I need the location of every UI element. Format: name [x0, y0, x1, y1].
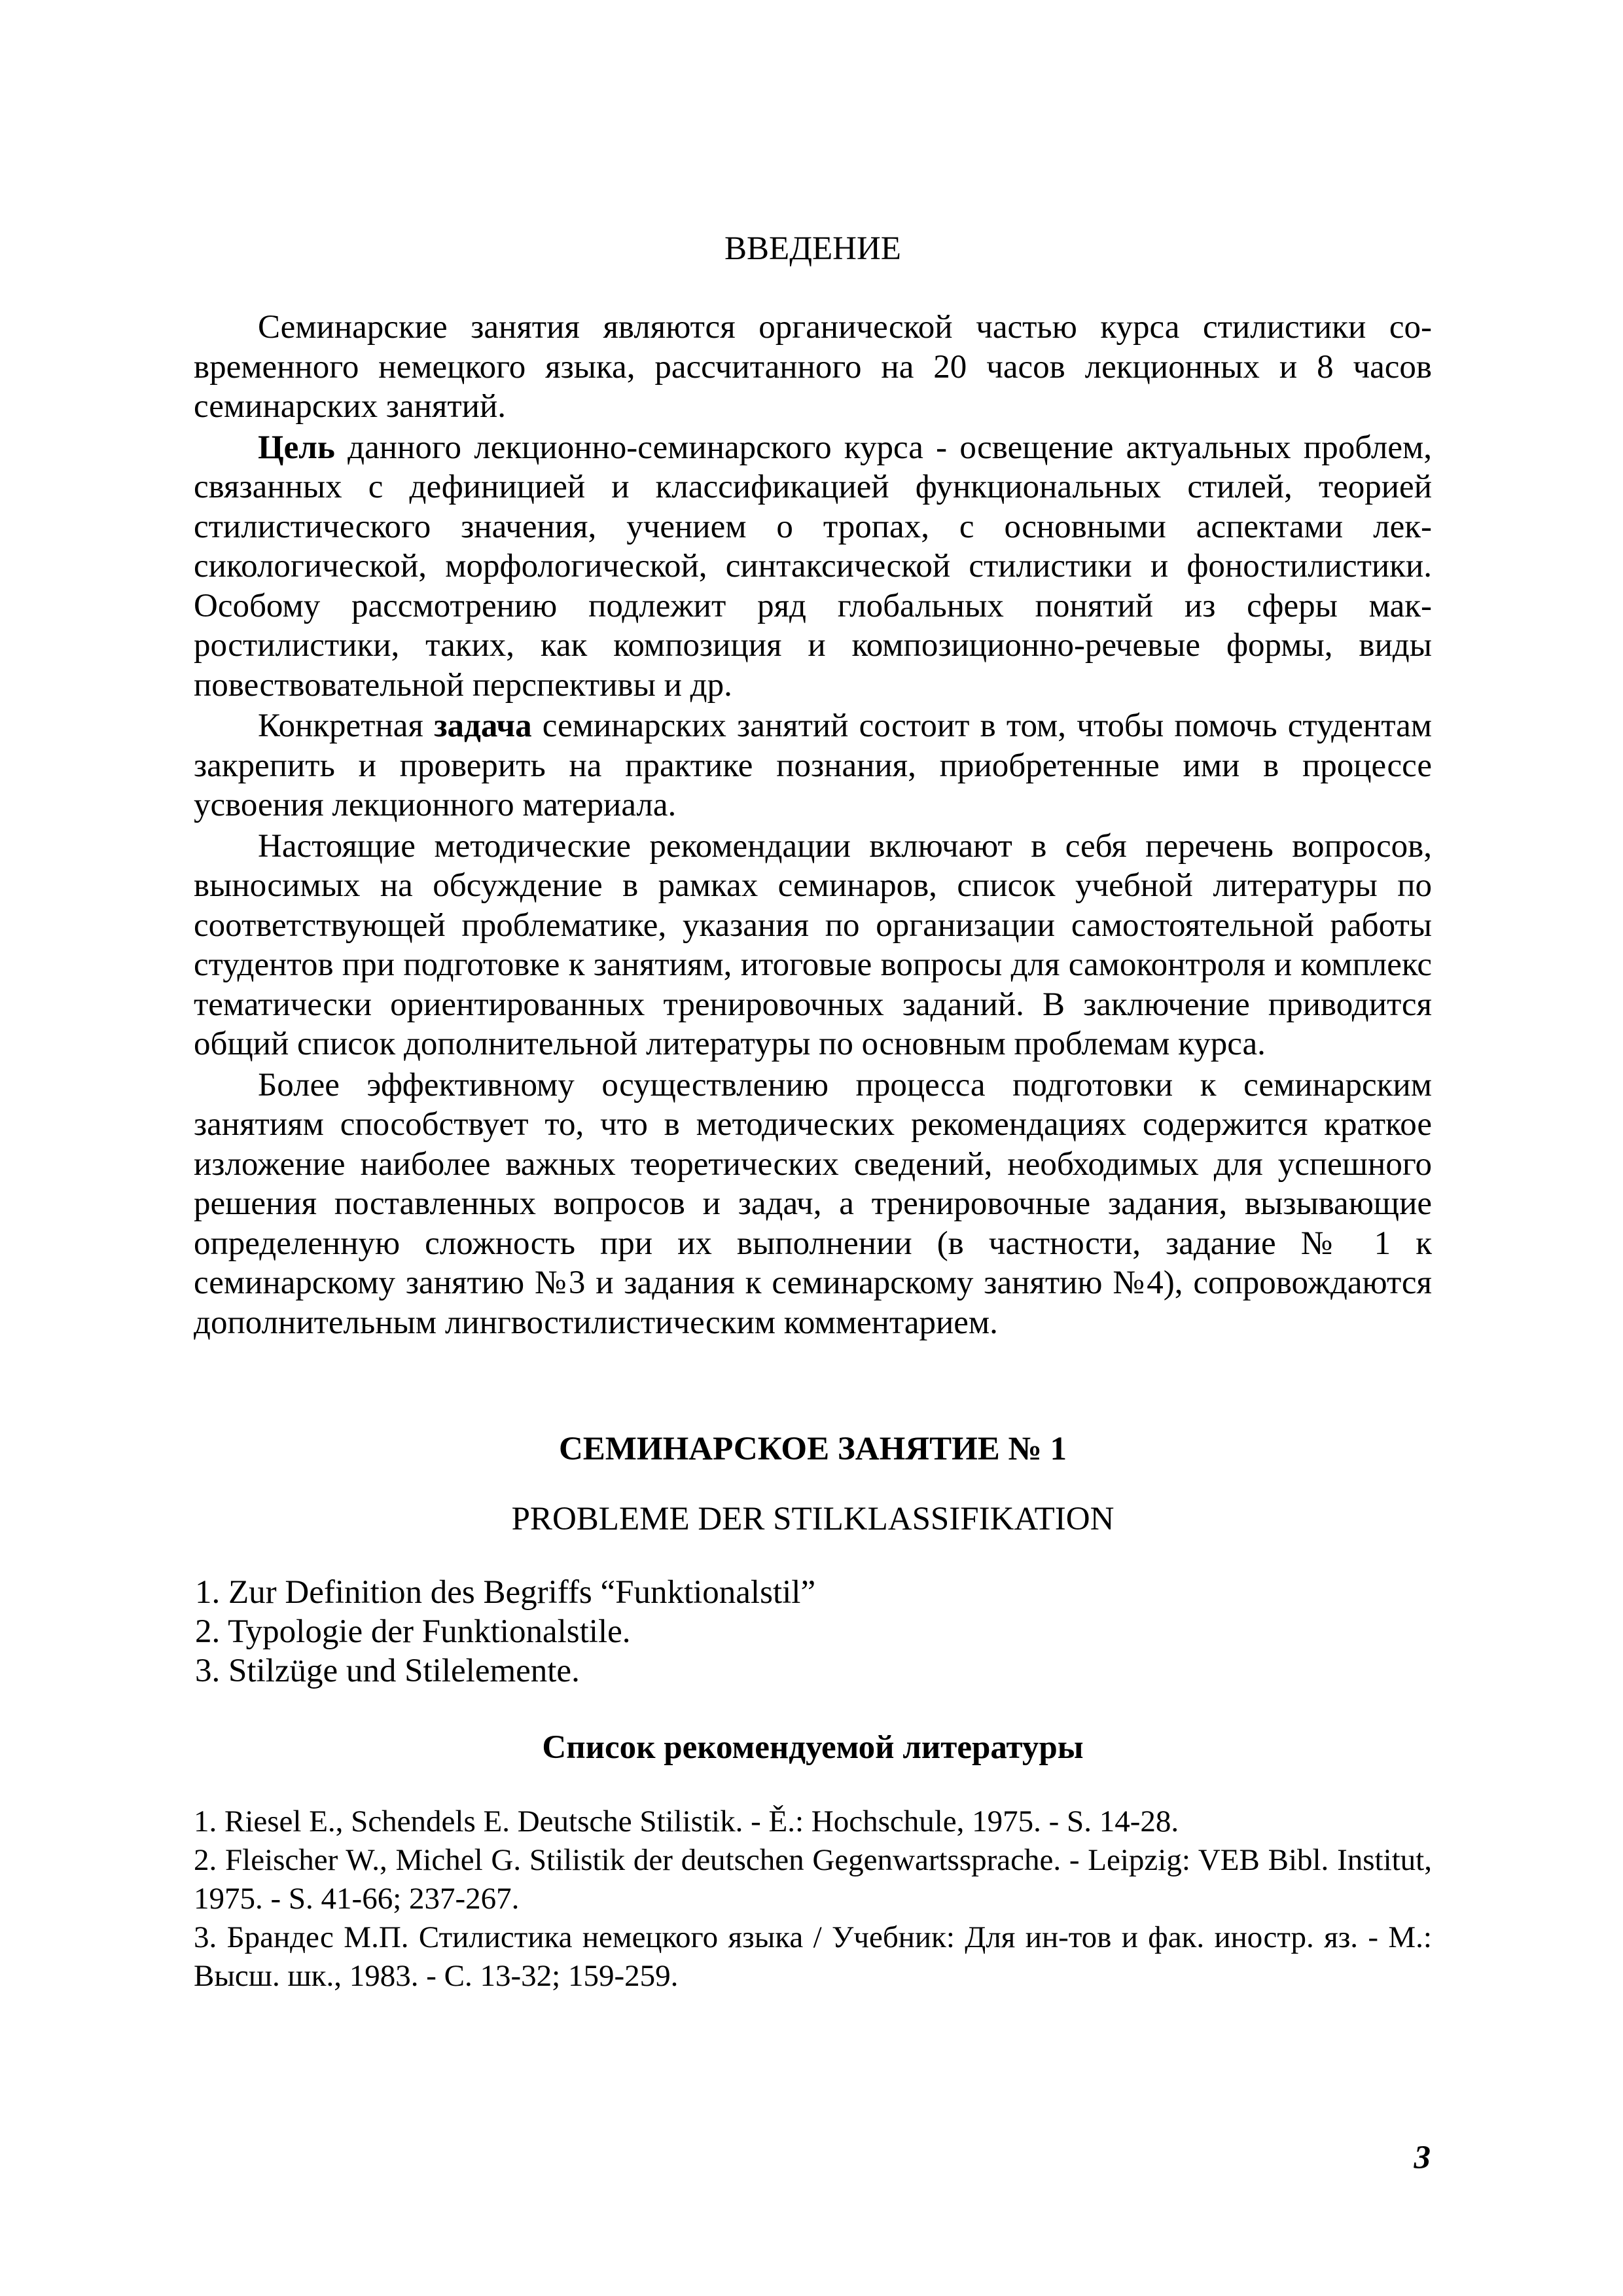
intro-paragraph-5-text: Более эффективному осуществлению процесса подготовки к семинарским занятиям способствует то, что в методических рекомендациях содержится краткое изложение наиболее важных теоретических сведений, необходимых для успешного решения поставленных вопросов и задач, а тренировочные задания, вызывающие определенную сложность при их выполнении (в частности, задание № 1 к семинарскому занятию №3 и задания к семинарскому занятию №4), сопровождаются дополнительным лингвостилистическим комментарием.	[194, 1066, 1432, 1341]
intro-paragraph-3-pre: Конкретная	[258, 708, 435, 744]
page-content	[194, 229, 1432, 1996]
intro-paragraph-1	[194, 308, 1432, 427]
page-number: 3	[1414, 2140, 1431, 2176]
seminar-topic: PROBLEME DER STILKLASSIFIKATION	[511, 1501, 1115, 1537]
question-item: 1. Zur Definition des Begriffs “Funktionalstil”	[195, 1574, 816, 1611]
literature-item: 1. Riesel E., Schendels E. Deutsche Stilistik. - Ě.: Hochschule, 1975. - S. 14-28.	[194, 1804, 1179, 1839]
intro-paragraph-3	[194, 706, 1432, 825]
intro-paragraph-2-text: данного лекционно-семинарского курса - освещение актуальных проблем, связанных с дефиницией и классификацией функциональных стилей, теорией стилистического значения, учением о тропах, с основными аспектами лексикологической, морфологической, синтаксической стилистики и фоностилистики. Особому рассмотрению подлежит ряд глобальных понятий из сферы макростилистики, таких, как композиция и композиционно-речевые формы, виды повествовательной перспективы и др.	[194, 429, 1432, 704]
intro-heading: ВВЕДЕНИЕ	[724, 230, 901, 267]
question-item: 2. Typologie der Funktionalstile.	[195, 1613, 631, 1650]
seminar-heading: СЕМИНАРСКОЕ ЗАНЯТИЕ № 1	[558, 1431, 1067, 1467]
task-term: задача	[434, 708, 532, 744]
intro-paragraph-5	[194, 1066, 1432, 1343]
goal-term: Цель	[258, 429, 335, 466]
literature-heading: Список рекомендуемой литературы	[542, 1729, 1084, 1766]
intro-paragraph-2	[194, 428, 1432, 706]
seminar-questions	[194, 1573, 1432, 1691]
intro-paragraph-3-post: семинарских занятий состоит в том, чтобы помочь студентам закрепить и проверить на практике познания, приобретенные ими в процессе усвоения лекционного материала.	[194, 708, 1433, 823]
intro-paragraph-4	[194, 827, 1432, 1064]
intro-paragraph-1-text: Семинарские занятия являются органической частью курса стилистики современного немецкого языка, рассчитанного на 20 часов лекционных и 8 часов семинарских занятий.	[194, 309, 1432, 425]
literature-item: 3. Брандес М.П. Стилистика немецкого языка / Учебник: Для ин-тов и фак. иностр. яз. - М.: Высш. шк., 1983. - С. 13-32; 159-259.	[194, 1920, 1432, 1993]
literature-item: 2. Fleischer W., Michel G. Stilistik der deutschen Gegenwartssprache. - Leipzig: VEB Bibl. Institut, 1975. - S. 41-66; 237-267.	[194, 1843, 1432, 1916]
question-item: 3. Stilzüge und Stilelemente.	[195, 1653, 580, 1689]
literature-list	[194, 1803, 1432, 1996]
intro-paragraph-4-text: Настоящие методические рекомендации включают в себя перечень вопросов, выносимых на обсуждение в рамках семинаров, список учебной литературы по соответствующей проблематике, указания по организации самостоятельной работы студентов при подготовке к занятиям, итоговые вопросы для самоконтроля и комплекс тематически ориентированных тренировочных заданий. В заключение приводится общий список дополнительной литературы по основным проблемам курса.	[194, 827, 1432, 1062]
